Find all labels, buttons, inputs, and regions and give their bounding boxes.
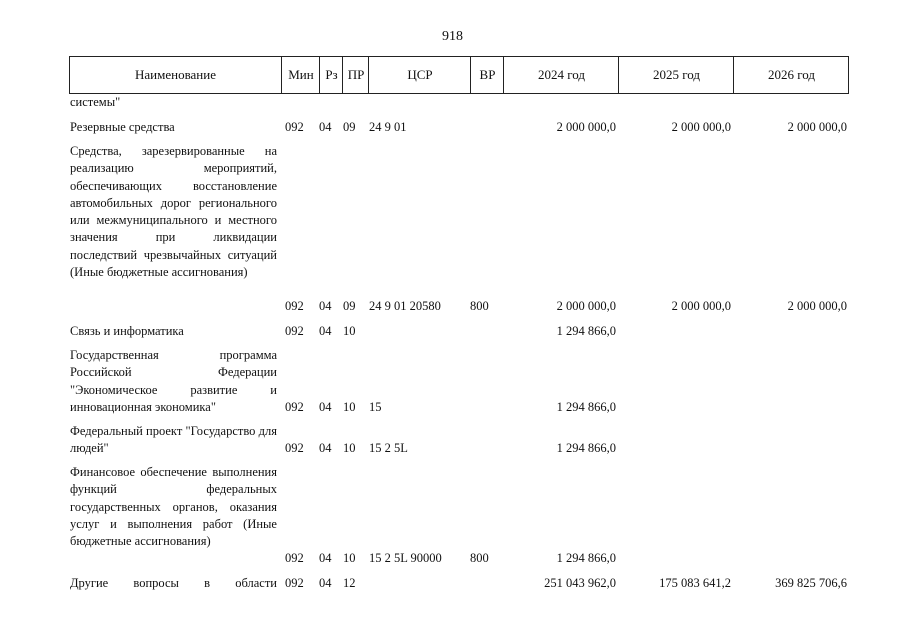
header-2025: 2025 год [618, 57, 734, 93]
row-name: Финансовое обеспечение выполнения функций федеральных государственных органов, оказания услуг и выполнения работ (Иные бюджетные ассигнования) [70, 465, 277, 549]
row-pr: 10 [343, 400, 356, 414]
row-2025: 2 000 000,0 [671, 120, 731, 134]
row-name: Другие вопросы в области [70, 576, 277, 590]
row-2024: 1 294 866,0 [556, 400, 616, 414]
row-pr: 10 [343, 324, 356, 338]
row-2024: 2 000 000,0 [556, 299, 616, 313]
header-name: Наименование [135, 67, 216, 82]
row-csr: 24 9 01 20580 [369, 299, 441, 313]
page-number: 918 [442, 29, 463, 44]
row-vr: 800 [470, 299, 489, 313]
row-rz: 04 [319, 324, 332, 338]
row-pr: 10 [343, 551, 356, 565]
row-rz: 04 [319, 441, 332, 455]
row-min: 092 [285, 120, 304, 134]
row-2024: 1 294 866,0 [556, 324, 616, 338]
row-pr: 09 [343, 299, 356, 313]
row-2024: 2 000 000,0 [556, 120, 616, 134]
header-min: Мин [281, 57, 320, 93]
row-pr: 10 [343, 441, 356, 455]
row-min: 092 [285, 441, 304, 455]
row-rz: 04 [319, 576, 332, 590]
row-rz: 04 [319, 299, 332, 313]
row-name: Резервные средства [70, 120, 175, 134]
row-name: Федеральный проект "Государство для людей" [70, 424, 277, 456]
row-min: 092 [285, 299, 304, 313]
row-pr: 12 [343, 576, 356, 590]
row-min: 092 [285, 400, 304, 414]
row-2024: 1 294 866,0 [556, 551, 616, 565]
row-rz: 04 [319, 551, 332, 565]
row-min: 092 [285, 324, 304, 338]
row-name: системы" [70, 95, 121, 109]
row-2025: 2 000 000,0 [671, 299, 731, 313]
row-2024: 251 043 962,0 [544, 576, 616, 590]
row-2026: 2 000 000,0 [787, 120, 847, 134]
row-2026: 2 000 000,0 [787, 299, 847, 313]
header-2026: 2026 год [733, 57, 849, 93]
header-rz: Рз [319, 57, 343, 93]
header-csr: ЦСР [368, 57, 471, 93]
row-csr: 15 [369, 400, 382, 414]
row-vr: 800 [470, 551, 489, 565]
row-name: Средства, зарезервированные на реализацию мероприятий, обеспечивающих восстановление автомобильных дорог регионального или межмуниципального и местного значения при ликвидации последствий чрезвычайных ситуаций (Иные бюджетные ассигнования) [70, 144, 277, 280]
row-2025: 175 083 641,2 [659, 576, 731, 590]
table-header [69, 56, 849, 94]
row-csr: 15 2 5L [369, 441, 408, 455]
header-vr: ВР [470, 57, 504, 93]
row-csr: 24 9 01 [369, 120, 407, 134]
row-min: 092 [285, 551, 304, 565]
row-2026: 369 825 706,6 [775, 576, 847, 590]
header-pr: ПР [342, 57, 369, 93]
row-rz: 04 [319, 120, 332, 134]
row-pr: 09 [343, 120, 356, 134]
header-2024: 2024 год [503, 57, 619, 93]
row-min: 092 [285, 576, 304, 590]
row-csr: 15 2 5L 90000 [369, 551, 442, 565]
row-name: Государственная программа Российской Федерации "Экономическое развитие и инновационная экономика" [70, 348, 277, 414]
row-rz: 04 [319, 400, 332, 414]
row-name: Связь и информатика [70, 324, 184, 338]
row-2024: 1 294 866,0 [556, 441, 616, 455]
